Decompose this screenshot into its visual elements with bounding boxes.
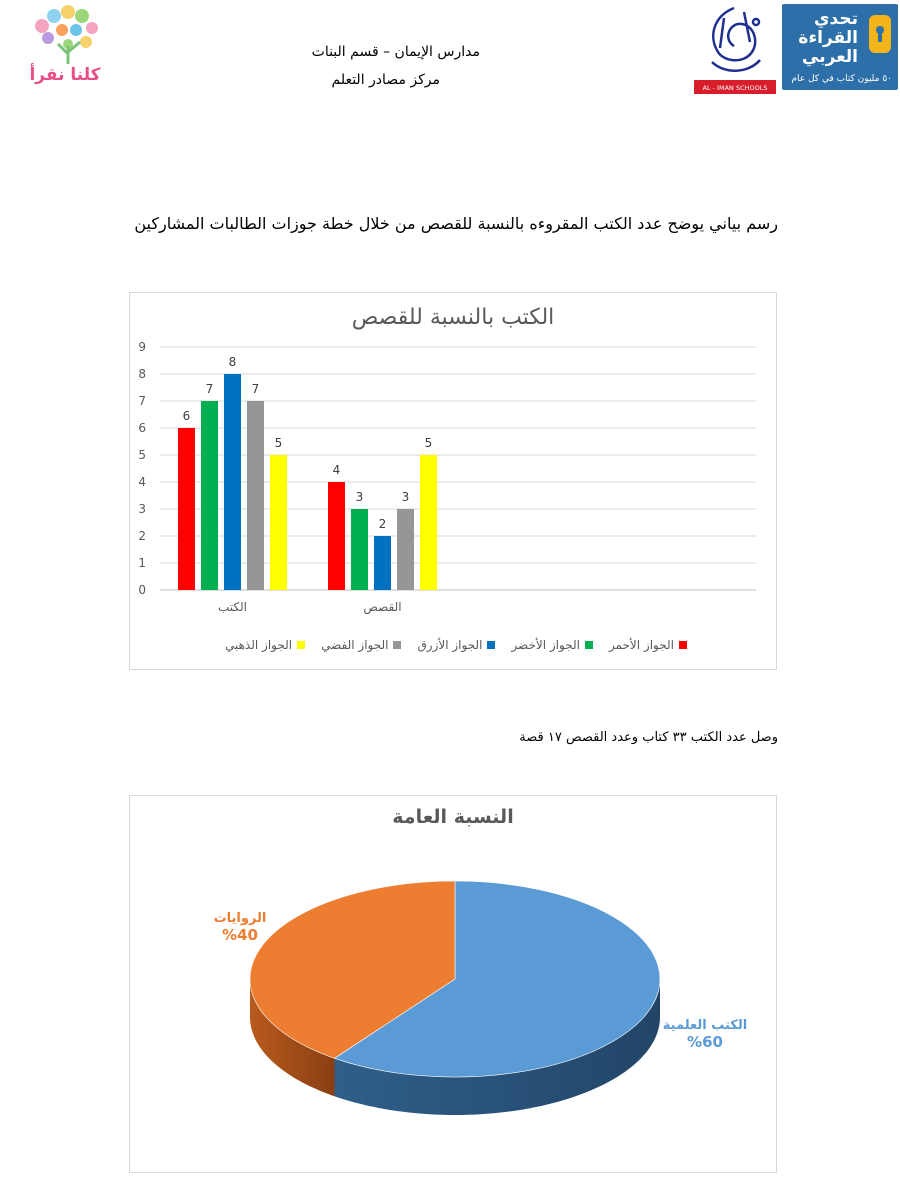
bar (224, 374, 241, 590)
pie-label-novels (200, 911, 280, 944)
pie-label-science (660, 1018, 750, 1051)
bar-value-label: 3 (401, 490, 410, 504)
y-tick-label: 6 (138, 421, 146, 435)
bar-chart (129, 292, 777, 670)
pie-chart (129, 795, 777, 1173)
keyhole-icon (868, 14, 892, 58)
pie-label-novels-name: الروايات (213, 911, 267, 926)
legend-label: الجواز الأخضر (511, 638, 580, 652)
y-tick-label: 1 (138, 556, 146, 570)
logo-left-text: كلنا نقرأ (29, 65, 101, 85)
bar (351, 509, 368, 590)
legend-item (321, 638, 401, 652)
bar-value-label: 5 (424, 436, 433, 450)
pie-label-science-name: الكتب العلمية (662, 1018, 748, 1033)
bar-chart-caption: رسم بياني يوضح عدد الكتب المقروءه بالنسبة للقصص من خلال خطة جوزات الطالبات المشاركين (134, 214, 778, 233)
y-tick-label: 4 (138, 475, 146, 489)
y-tick-label: 5 (138, 448, 146, 462)
bar-value-label: 7 (205, 382, 214, 396)
bar-chart-plot (130, 293, 776, 669)
y-tick-label: 9 (138, 340, 146, 354)
pie-label-science-value: %60 (687, 1033, 723, 1051)
bar-value-label: 8 (228, 355, 237, 369)
al-iman-schools-logo (694, 2, 776, 96)
legend-label: الجواز الأحمر (608, 638, 674, 652)
legend-item (511, 638, 593, 652)
pie-label-novels-value: %40 (222, 926, 258, 944)
bar-value-label: 2 (378, 517, 387, 531)
totals-caption: وصل عدد الكتب ٣٣ كتاب وعدد القصص ١٧ قصة (519, 730, 778, 745)
x-category-label: القصص (363, 600, 402, 614)
bar-value-label: 3 (355, 490, 364, 504)
legend-item (417, 638, 495, 652)
arab-reading-challenge-logo (782, 4, 898, 90)
bar (178, 428, 195, 590)
x-category-label: الكتب (217, 600, 248, 614)
bar (328, 482, 345, 590)
legend-swatch (297, 641, 305, 649)
challenge-subtitle: ٥٠ مليون كتاب في كل عام (791, 74, 892, 84)
bar (201, 401, 218, 590)
bar (247, 401, 264, 590)
legend-swatch (393, 641, 401, 649)
kulna-naqra-logo (22, 4, 108, 86)
pie-chart-title: النسبة العامة (392, 806, 514, 828)
bar-chart-title: الكتب بالنسبة للقصص (351, 305, 555, 330)
bar-value-label: 7 (251, 382, 260, 396)
challenge-title: تحدي القراءة العربي (798, 9, 858, 67)
bar-value-label: 4 (332, 463, 341, 477)
legend-swatch (679, 641, 687, 649)
bar-value-label: 5 (274, 436, 283, 450)
bar (420, 455, 437, 590)
calligraphy-emblem-icon (712, 8, 760, 71)
y-tick-label: 8 (138, 367, 146, 381)
school-name: مدارس الإيمان – قسم البنات (311, 44, 480, 60)
legend-label: الجواز الأزرق (417, 638, 483, 652)
bar-chart-legend (226, 638, 686, 652)
legend-swatch (487, 641, 495, 649)
bar (397, 509, 414, 590)
learning-center-name: مركز مصادر التعلم (331, 72, 440, 88)
tree-leaves-icon (35, 5, 98, 64)
pie-chart-plot (130, 796, 776, 1172)
legend-label: الجواز الفضي (321, 638, 389, 652)
y-tick-label: 7 (138, 394, 146, 408)
bar (374, 536, 391, 590)
legend-item (225, 638, 305, 652)
y-tick-label: 2 (138, 529, 146, 543)
logo-iman-band: AL - IMAN SCHOOLS (702, 84, 768, 92)
legend-swatch (585, 641, 593, 649)
bar (270, 455, 287, 590)
y-tick-label: 0 (138, 583, 146, 597)
y-tick-label: 3 (138, 502, 146, 516)
legend-item (609, 638, 687, 652)
bar-value-label: 6 (182, 409, 191, 423)
legend-label: الجواز الذهبي (224, 638, 293, 652)
